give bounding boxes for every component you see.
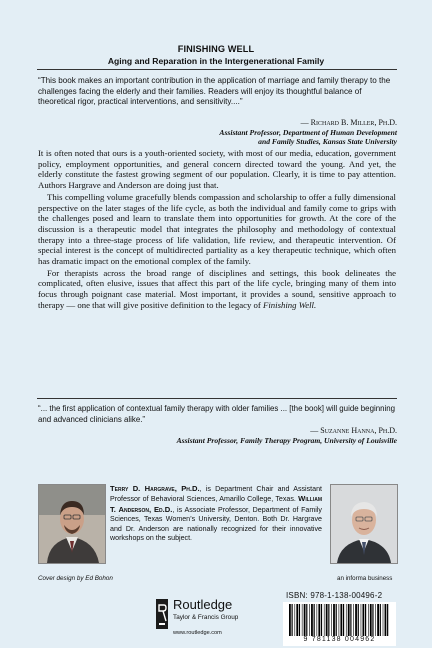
barcode-bar [331,604,332,636]
top-rule [37,69,397,70]
author-bio-1: , is Department Chair and Assistant Professor of Behavioral Sciences, Amarillo College, Texas. [110,485,323,504]
barcode-bar [385,604,387,636]
barcode-bar [306,604,307,636]
barcode-bar [333,604,335,636]
barcode-bar [326,604,328,636]
publisher-url: www.routledge.com [173,630,222,636]
barcode-bar [358,604,359,636]
book-subtitle: Aging and Reparation in the Intergenerational Family [107,56,325,66]
cover-design-credit: Cover design by Ed Bohon [38,575,113,582]
routledge-emblem-icon [156,599,168,629]
isbn-label: ISBN: 978-1-138-00496-2 [286,591,383,600]
barcode-bar [292,604,293,636]
barcode-bar [289,604,291,636]
barcode-bar [375,604,376,636]
barcode-bar [311,604,313,636]
author-photo-hargrave [38,484,106,564]
publisher-logo [156,597,286,637]
endorsement-quote-1: “This book makes an important contribution in the application of marriage and family therapy to the challenges facing the elderly and their families. Readers will enjoy its thoughtful balance of theoretical rigor, practical interventions, and sensitivity....” [38,76,391,107]
barcode-bar [343,604,344,636]
description [38,148,396,311]
barcode-bar [355,604,357,636]
barcode-bar [324,604,325,636]
endorsement-attribution-1 [67,118,397,147]
barcode-bar [317,604,318,636]
barcode-bar [368,604,369,636]
author-bios [110,484,322,543]
informa-tagline: an informa business [337,575,393,582]
description-paragraph-3: For therapists across the broad range of disciplines and settings, this book delineates the complicated, often elusive, issues that affect this part of the life cycle, bringing many of them into focus through poignant case material. Most important, it provides a sound, sensitive approach to therapy — one that will give positive definition to the legacy of Finishing Well. [38,267,396,310]
author-photo-anderson [330,484,398,564]
barcode-bar [346,604,347,636]
barcode-bar [302,604,303,636]
barcode-bar [340,604,342,636]
barcode-bar [339,604,340,636]
endorser-role-2: Assistant Professor, Family Therapy Program, University of Louisville [176,435,397,445]
barcode-bar [336,604,337,636]
barcode-bar [380,604,381,636]
barcode-bar [363,604,365,636]
barcode-bar [372,604,373,636]
author-name-2: William T. Anderson, Ed.D. [110,494,322,514]
publisher-group: Taylor & Francis Group [173,614,239,621]
barcode-bar [299,604,300,636]
inline-book-title: Finishing Well. [263,299,317,310]
author-name-1: Terry D. Hargrave, Ph.D. [110,484,200,493]
barcode-bar [295,604,296,636]
endorser-role-1b: and Family Studies, Kansas State University [258,137,397,146]
barcode-bar [328,604,329,636]
publisher-name: Routledge [173,597,233,612]
barcode-bar [321,604,322,636]
endorser-name-2: — Suzanne Hanna, Ph.D. [310,426,397,435]
endorsement-quote-2: “... the first application of contextual family therapy with older families ... [the book] will guide beginning and advanced clinicians alike.” [38,404,396,424]
barcode-digits: 9 781138 004962 [283,636,396,643]
barcode-bar [377,604,379,636]
book-title: FINISHING WELL [177,44,255,54]
barcode-bar [353,604,354,636]
barcode-bar [361,604,362,636]
barcode-bar [314,604,315,636]
barcode-bar [365,604,366,636]
author-bio-2: , is Associate Professor, Department of Family Sciences, Texas Women’s University, Denton. Both Dr. Hargrave and Dr. Anderson are nationally recognized for their innovative workshops on the subject. [110,505,322,543]
barcode-bar [387,604,388,636]
barcode-bar [348,604,350,636]
endorser-role-1a: Assistant Professor, Department of Human Development [219,127,397,137]
barcode-bar [318,604,320,636]
barcode-bar [370,604,372,636]
barcode-bar [309,604,310,636]
barcode-bar [304,604,306,636]
endorsement-attribution-2 [67,426,397,445]
middle-rule [37,398,397,399]
barcode-bar [383,604,384,636]
barcode-bar [350,604,351,636]
barcode-bar [296,604,298,636]
description-paragraph-1: It is often noted that ours is a youth-oriented society, with most of our media, education, government policy, employment opportunities, and general concern directed toward the young. And yet, the elderly constitute the fastest growing segment of our population. Clearly, it is time to pay attention. Authors Hargrave and Anderson are doing just that. [38,148,396,191]
endorser-name-1: — Richard B. Miller, Ph.D. [300,118,397,127]
description-paragraph-2: This compelling volume gracefully blends compassion and scholarship to offer a fully dimensional perspective on the later stages of the life cycle, as both the individual and family come to grips with the challenges posed and learn to translate them into opportunities for growth. At the core of the discussion is a therapeutic model that integrates the philosophy and methodology of contextual therapy into a three-stage process of life validation, life review, and therapeutic intervention. Of special interest is the concept of multidirected partiality as a key therapeutic technique, which often has dramatic impact on the emotional complex of the family. [38,191,396,267]
